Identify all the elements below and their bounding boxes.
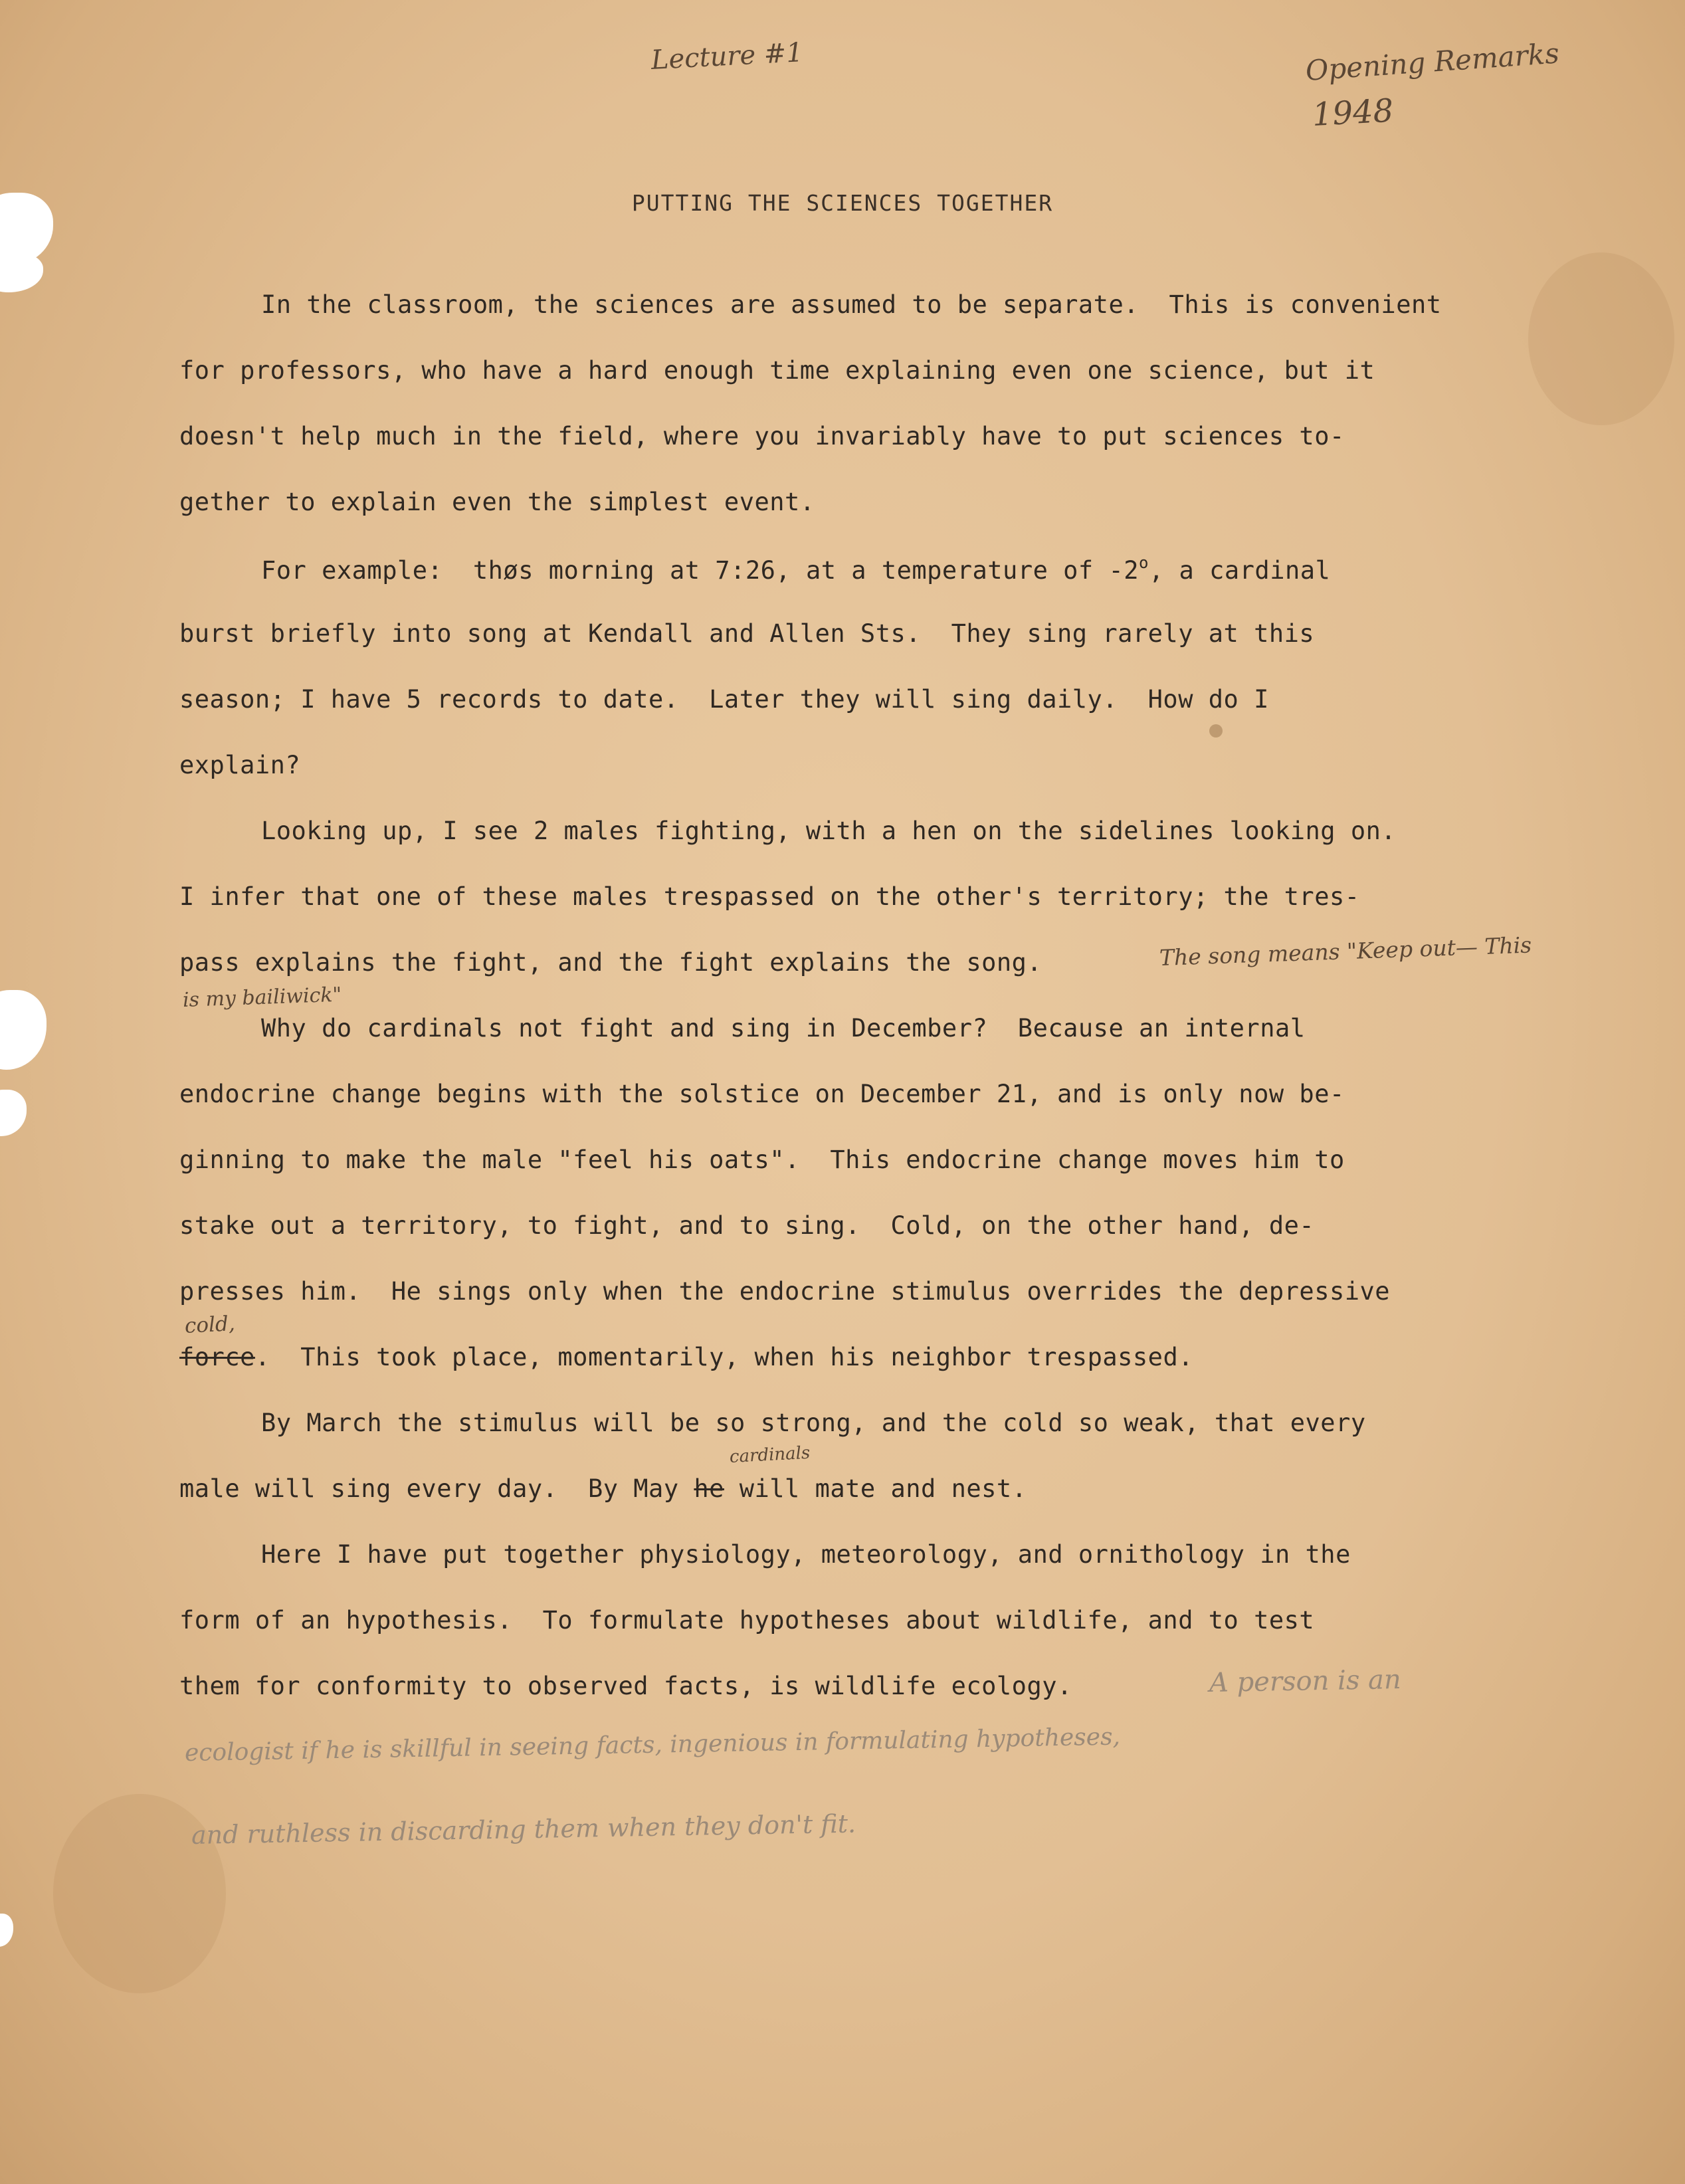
- text-line: presses him. He sings only when the endocrine stimulus overrides the depressive: [179, 1277, 1391, 1306]
- text-segment: morning at 7:26, at a temperature of -2: [533, 556, 1140, 585]
- text-segment: . This took place, momentarily, when his neighbor trespassed.: [254, 1343, 1193, 1371]
- text-line: By March the stimulus will be so strong, and the cold so weak, that every: [261, 1409, 1366, 1437]
- struck-word: force: [179, 1343, 255, 1371]
- text-line: gether to explain even the simplest event.: [179, 488, 815, 516]
- text-line: explain?: [179, 751, 301, 779]
- torn-edge: [0, 990, 47, 1070]
- handwritten-insertion: cardinals: [729, 1442, 811, 1467]
- text-line: burst briefly into song at Kendall and Allen Sts. They sing rarely at this: [179, 619, 1315, 648]
- text-line: In the classroom, the sciences are assumed to be separate. This is convenient: [261, 290, 1442, 319]
- handwritten-opening-remarks: Opening Remarks: [1304, 37, 1561, 87]
- torn-edge: [0, 252, 43, 292]
- text-line: them for conformity to observed facts, is wildlife ecology.: [179, 1672, 1072, 1700]
- text-line: pass explains the fight, and the fight explains the song.: [179, 948, 1042, 977]
- handwritten-margin-note: is my bailiwick": [182, 983, 342, 1012]
- degree-mark: o: [1139, 553, 1149, 572]
- text-line: Here I have put together physiology, meteorology, and ornithology in the: [261, 1540, 1351, 1569]
- paper-stain: [1528, 252, 1674, 425]
- text-line: Looking up, I see 2 males fighting, with a hen on the sidelines looking on.: [261, 817, 1397, 845]
- handwritten-closing-note: ecologist if he is skillful in seeing facts, ingenious in formulating hypotheses,: [184, 1723, 1121, 1767]
- text-line: [179, 1343, 1193, 1371]
- handwritten-year: 1948: [1311, 92, 1395, 134]
- text-line: for professors, who have a hard enough time explaining even one science, but it: [179, 356, 1375, 385]
- text-line: stake out a territory, to fight, and to sing. Cold, on the other hand, de-: [179, 1211, 1315, 1240]
- text-line: doesn't help much in the field, where you invariably have to put sciences to-: [179, 422, 1345, 450]
- page-title: PUTTING THE SCIENCES TOGETHER: [631, 190, 1054, 216]
- typed-correction: øs: [503, 556, 534, 585]
- torn-edge: [0, 1090, 27, 1136]
- text-line: Why do cardinals not fight and sing in December? Because an internal: [261, 1014, 1306, 1042]
- text-line: form of an hypothesis. To formulate hypotheses about wildlife, and to test: [179, 1606, 1315, 1635]
- torn-edge: [0, 1914, 13, 1947]
- text-line: I infer that one of these males trespassed on the other's territory; the tres-: [179, 882, 1360, 911]
- text-segment: For example: th: [261, 556, 504, 585]
- handwritten-margin-note: The song means "Keep out— This: [1159, 932, 1532, 971]
- handwritten-closing-note: and ruthless in discarding them when they don't fit.: [191, 1809, 856, 1850]
- handwritten-correction: cold,: [184, 1312, 236, 1338]
- text-line: endocrine change begins with the solstice on December 21, and is only now be-: [179, 1080, 1345, 1108]
- text-line: [179, 1474, 1027, 1503]
- text-line: [261, 553, 1330, 585]
- text-segment: , a cardinal: [1148, 556, 1331, 585]
- text-line: ginning to make the male "feel his oats". This endocrine change moves him to: [179, 1145, 1345, 1174]
- text-line: season; I have 5 records to date. Later they will sing daily. How do I: [179, 685, 1269, 714]
- text-segment: will mate and nest.: [724, 1474, 1027, 1503]
- struck-word: he: [694, 1474, 724, 1503]
- text-segment: male will sing every day. By May: [179, 1474, 694, 1503]
- handwritten-closing-note: A person is an: [1209, 1664, 1402, 1698]
- paper-stain: [1209, 724, 1223, 738]
- handwritten-lecture-label: Lecture #1: [650, 37, 804, 76]
